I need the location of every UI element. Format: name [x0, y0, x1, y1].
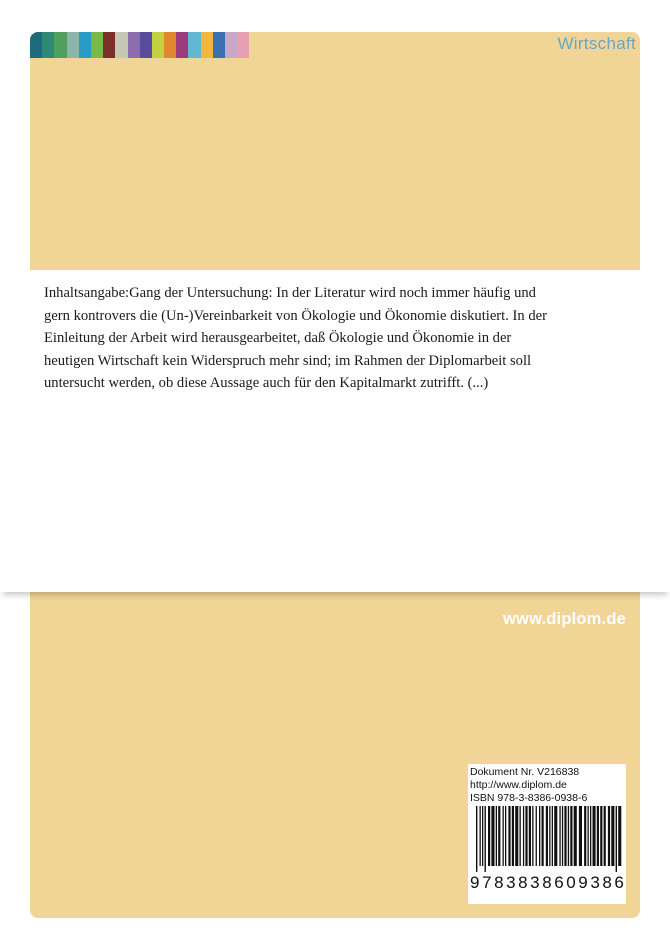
barcode-bar: [574, 806, 577, 866]
isbn-number: ISBN 978-3-8386-0938-6: [470, 791, 588, 804]
barcode-bar: [590, 806, 591, 866]
barcode-bar: [604, 806, 606, 866]
color-stripe: [201, 32, 213, 58]
barcode-bar: [539, 806, 540, 866]
barcode-bar: [512, 806, 514, 866]
color-stripe: [176, 32, 188, 58]
barcode: [470, 806, 624, 872]
barcode-digit: 9: [470, 873, 480, 892]
barcode-bar: [520, 806, 521, 866]
color-stripe: [140, 32, 152, 58]
barcode-bar: [618, 806, 621, 866]
color-stripe: [237, 32, 249, 58]
barcode-digit: 8: [602, 873, 612, 892]
barcode-bar: [570, 806, 572, 866]
category-label: Wirtschaft: [557, 34, 636, 53]
barcode-bar: [559, 806, 560, 866]
website-label: www.diplom.de: [503, 610, 626, 628]
color-stripe: [152, 32, 164, 58]
color-stripe: [128, 32, 140, 58]
barcode-bar: [600, 806, 602, 866]
barcode-bar: [542, 806, 544, 866]
barcode-bar: [515, 806, 518, 866]
cover-bottom-panel: [30, 592, 640, 918]
barcode-bar: [616, 806, 617, 872]
barcode-digits: [470, 873, 624, 895]
barcode-bar: [488, 806, 490, 866]
barcode-bar: [554, 806, 557, 866]
color-stripe: [54, 32, 66, 58]
document-info: [470, 766, 587, 804]
barcode-bar: [588, 806, 589, 866]
document-number: Dokument Nr. V216838: [470, 766, 580, 778]
color-stripe: [213, 32, 225, 58]
barcode-bar: [476, 806, 477, 872]
color-stripe: [79, 32, 91, 58]
barcode-bar: [491, 806, 494, 866]
barcode-bar: [503, 806, 504, 866]
barcode-bar: [480, 806, 481, 866]
barcode-bar: [549, 806, 550, 866]
barcode-bar: [584, 806, 586, 866]
color-stripe: [30, 32, 42, 58]
abstract-text: Inhaltsangabe:Gang der Untersuchung: In der Literatur wird noch immer häufig und gern kontrovers die (Un-)Vereinbarkeit von Ökologie und Ökonomie diskutiert. In der Einleitung der Arbeit wird herausgearbeitet, daß Ökologie und Ökonomie in der heutigen Wirtschaft kein Widerspruch mehr sind; im Rahmen der Diplomarbeit soll untersucht werden, ob diese Aussage auch für den Kapitalmarkt zutrifft. (...): [44, 285, 547, 391]
barcode-bar: [505, 806, 506, 866]
barcode-digit: 6: [554, 873, 564, 892]
color-stripe: [91, 32, 103, 58]
color-stripe: [67, 32, 79, 58]
barcode-bar: [568, 806, 569, 866]
barcode-digit: 8: [518, 873, 528, 892]
color-stripe: [103, 32, 115, 58]
barcode-digit: 3: [590, 873, 600, 892]
barcode-bar: [485, 806, 486, 872]
barcode-bar: [482, 806, 483, 866]
color-stripe: [42, 32, 54, 58]
barcode-bar: [498, 806, 500, 866]
color-stripe: [188, 32, 200, 58]
barcode-bar: [562, 806, 563, 866]
barcode-digit: 6: [614, 873, 624, 892]
barcode-bar: [579, 806, 582, 866]
color-stripe: [164, 32, 176, 58]
color-stripes: [30, 32, 249, 58]
barcode-bar: [523, 806, 524, 866]
barcode-digit: 3: [530, 873, 540, 892]
barcode-digit: 3: [506, 873, 516, 892]
barcode-bar: [552, 806, 553, 866]
barcode-digit: 7: [482, 873, 492, 892]
barcode-bar: [546, 806, 548, 866]
barcode-bar: [597, 806, 599, 866]
barcode-digit: 9: [578, 873, 588, 892]
barcode-bar: [593, 806, 596, 866]
barcode-bar: [525, 806, 527, 866]
barcode-bar: [529, 806, 531, 866]
barcode-digit: 8: [494, 873, 504, 892]
barcode-bar: [608, 806, 610, 866]
publisher-url: http://www.diplom.de: [470, 778, 567, 791]
barcode-bar: [532, 806, 533, 866]
barcode-digit: 0: [566, 873, 576, 892]
barcode-bar: [611, 806, 614, 866]
barcode-digit: 8: [542, 873, 552, 892]
barcode-bar: [496, 806, 497, 866]
barcode-bar: [508, 806, 510, 866]
color-stripe: [225, 32, 237, 58]
color-stripe: [115, 32, 127, 58]
barcode-bar: [536, 806, 537, 866]
isbn-info-box: [468, 764, 626, 904]
barcode-bar: [564, 806, 566, 866]
cover-top-panel: [30, 32, 640, 270]
abstract-band: [0, 270, 670, 592]
